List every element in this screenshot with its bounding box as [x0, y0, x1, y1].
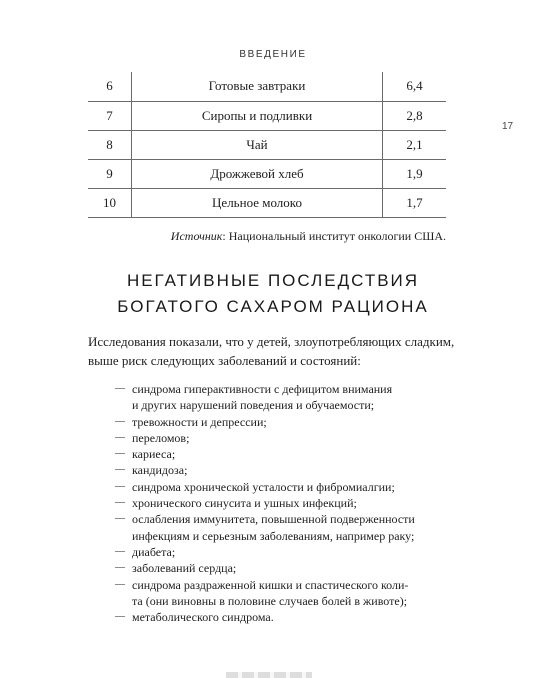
running-head: ВВЕДЕНИЕ: [239, 49, 307, 60]
list-item-line: — кариеса;: [132, 447, 176, 462]
table-row: [88, 159, 446, 188]
table-row: [88, 130, 446, 159]
list-item: [117, 479, 437, 495]
list-item: [117, 560, 437, 576]
table-cell-name: Готовые завтраки: [132, 72, 383, 101]
intro-line-1: Исследования показали, что у детей, злоупотребляющих сладким,: [88, 334, 455, 349]
list-item-line: и других нарушений поведения и обучаемости;: [132, 398, 375, 413]
table-cell-name: Цельное молоко: [132, 188, 383, 217]
list-item-line: — тревожности и депрессии;: [132, 414, 267, 429]
list-item: [117, 414, 437, 430]
table-cell-rank: 7: [106, 107, 113, 123]
table-cell-name: Сиропы и подливки: [132, 101, 383, 130]
page-number: 17: [502, 121, 514, 132]
list-item: [117, 511, 437, 544]
conditions-list: [117, 381, 437, 625]
list-item-line: — переломов;: [132, 430, 190, 445]
section-title: [0, 268, 546, 320]
list-item-line: та (они виновны в половине случаев болей в животе);: [132, 593, 408, 608]
next-page-bleed: [226, 672, 312, 678]
list-item: [117, 577, 437, 610]
list-item-line: инфекциям и серьезным заболеваниям, например раку;: [132, 528, 415, 543]
table-cell-value: 2,1: [383, 130, 447, 159]
table-cell-rank: 6: [106, 78, 113, 94]
section-title-line-1: НЕГАТИВНЫЕ ПОСЛЕДСТВИЯ: [126, 271, 420, 290]
list-item: [117, 544, 437, 560]
table-cell-rank: 10: [103, 194, 116, 210]
table-cell-name: Чай: [132, 130, 383, 159]
section-title-line-2: БОГАТОГО САХАРОМ РАЦИОНА: [117, 297, 429, 316]
table-cell-value: 2,8: [383, 101, 447, 130]
table-row: [88, 188, 446, 217]
table-cell-rank: 8: [106, 136, 113, 152]
intro-paragraph: [88, 332, 455, 370]
source-note: [0, 229, 446, 244]
list-item: [117, 609, 437, 625]
list-item-line: — синдрома гиперактивности с дефицитом внимания: [132, 382, 393, 396]
table-cell-name: Дрожжевой хлеб: [132, 159, 383, 188]
list-item-line: — диабета;: [132, 544, 176, 559]
sugar-sources-table: [88, 72, 446, 218]
table-cell-value: 1,9: [383, 159, 447, 188]
list-item-line: — синдрома раздраженной кишки и спастического коли-: [132, 577, 409, 592]
source-text: : Национальный институт онкологии США.: [222, 229, 446, 243]
list-item-line: — кандидоза;: [132, 463, 188, 478]
list-item-line: — метаболического синдрома.: [132, 610, 274, 625]
table-body: [88, 72, 446, 217]
list-item: [117, 495, 437, 511]
list-item: [117, 381, 437, 414]
table-row: [88, 72, 446, 101]
list-item-line: — заболеваний сердца;: [132, 561, 237, 576]
table-cell-rank: 9: [106, 165, 113, 181]
list-item: [117, 446, 437, 462]
table-cell-value: 1,7: [383, 188, 447, 217]
list-item-line: — ослабления иммунитета, повышенной подверженности: [132, 512, 415, 527]
intro-line-2: выше риск следующих заболеваний и состояний:: [88, 353, 361, 368]
list-item: [117, 462, 437, 478]
source-label: Источник: [170, 229, 223, 243]
table-row: [88, 101, 446, 130]
list-item-line: — хронического синусита и ушных инфекций;: [132, 496, 357, 511]
list-item: [117, 430, 437, 446]
table-cell-value: 6,4: [383, 72, 447, 101]
list-item-line: — синдрома хронической усталости и фибромиалгии;: [132, 479, 395, 494]
